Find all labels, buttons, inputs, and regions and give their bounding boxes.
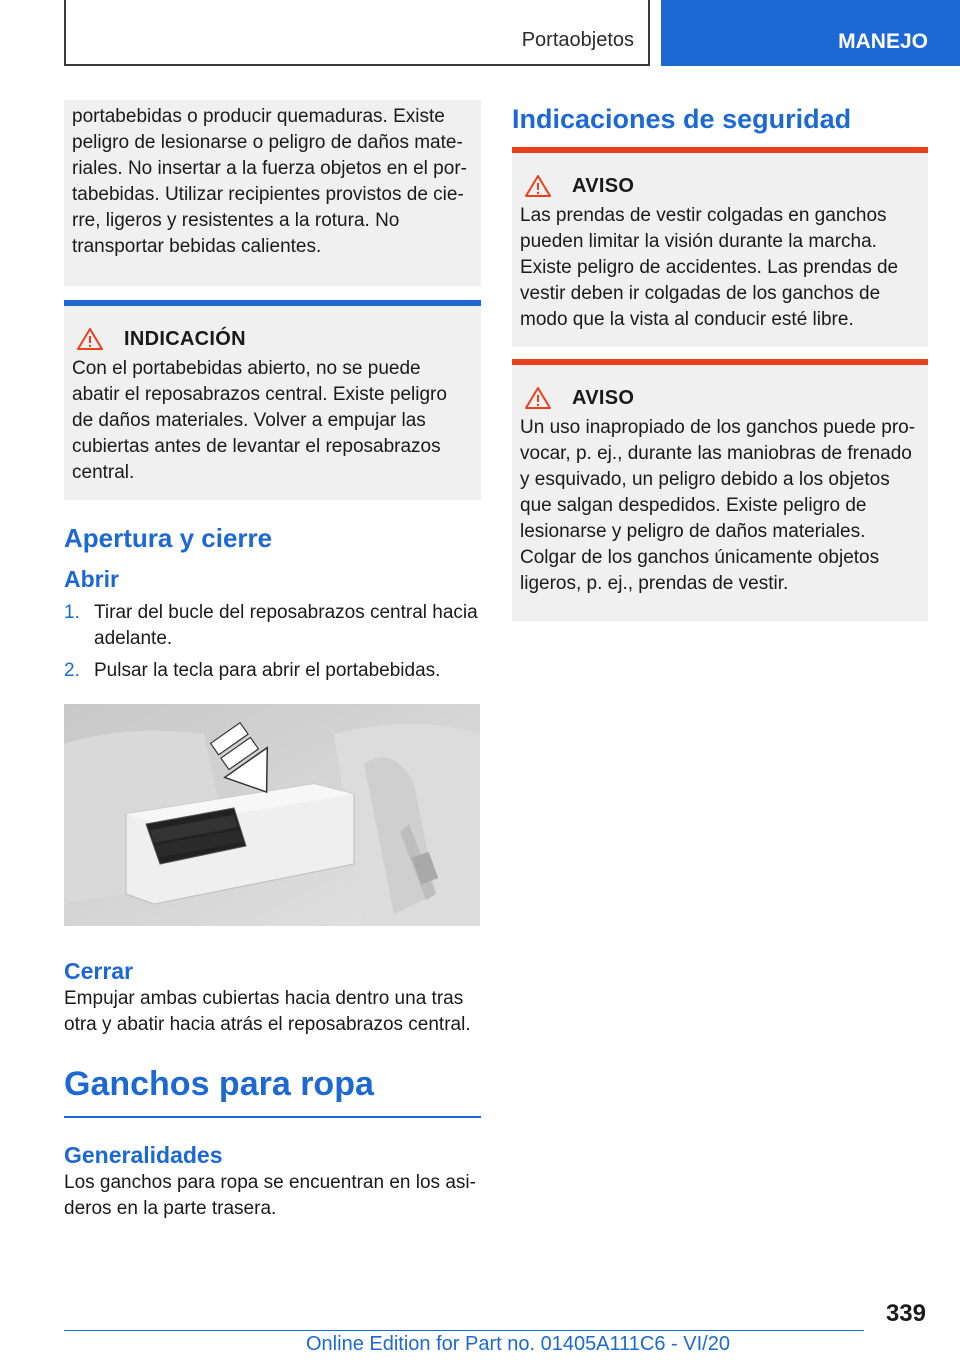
section-heading-seguridad: Indicaciones de seguridad xyxy=(512,104,852,134)
warning-header xyxy=(520,173,920,199)
section-heading-apertura: Apertura y cierre xyxy=(64,523,273,553)
step-number: 1. xyxy=(64,602,80,623)
warning-triangle-icon xyxy=(524,386,552,410)
left-column xyxy=(64,100,481,1222)
notice-header xyxy=(72,326,473,352)
header-chapter-title: MANEJO xyxy=(838,30,928,53)
page-number: 339 xyxy=(885,1300,926,1327)
steps-list xyxy=(64,600,481,684)
header-section-box xyxy=(64,0,650,66)
header-section-title: Portaobjetos xyxy=(521,29,634,51)
general-text: Los ganchos para ropa se encuentran en los asi-deros en la parte trasera. xyxy=(64,1172,476,1219)
chapter-heading-ganchos: Ganchos para ropa xyxy=(64,1065,374,1103)
step-text: Pulsar la tecla para abrir el portabebidas. xyxy=(94,660,441,681)
warning-box xyxy=(512,147,928,347)
footer-rule xyxy=(64,1330,864,1331)
warning-triangle-icon xyxy=(76,327,104,351)
step-text: Tirar del bucle del reposabrazos central hacia adelante. xyxy=(94,602,478,649)
armrest-figure xyxy=(64,704,480,926)
step-number: 2. xyxy=(64,660,80,681)
notice-label: INDICACIÓN xyxy=(124,328,246,350)
list-item xyxy=(64,658,481,684)
continued-warning-text: portabebidas o producir quemaduras. Existe peligro de lesionarse o peligro de daños mate-riales. No insertar a la fuerza objetos en el por-tabebidas. Utilizar recipientes provistos de cie-rre, ligeros y resistentes a la rotura. No transportar bebidas calientes. xyxy=(72,106,467,257)
warning-label: AVISO xyxy=(572,175,635,197)
right-column xyxy=(512,100,928,621)
warning-text: Las prendas de vestir colgadas en ganchos pueden limitar la visión durante la marcha. Existe peligro de accidentes. Las prendas de vestir deben ir colgadas de los ganchos de modo que la vista al conducir esté libre. xyxy=(520,205,899,330)
subheading-generalidades: Generalidades xyxy=(64,1142,223,1168)
warning-header xyxy=(520,385,920,411)
subheading-cerrar: Cerrar xyxy=(64,958,134,984)
notice-box xyxy=(64,300,481,500)
continued-warning-box xyxy=(64,100,481,286)
warning-triangle-icon xyxy=(524,174,552,198)
close-text: Empujar ambas cubiertas hacia dentro una tras otra y abatir hacia atrás el reposabrazos central. xyxy=(64,988,471,1035)
armrest-cupholder-illustration xyxy=(64,704,480,926)
footer-edition: Online Edition for Part no. 01405A111C6 - VI/20 xyxy=(306,1333,730,1355)
notice-text: Con el portabebidas abierto, no se puede abatir el reposabrazos central. Existe peligro de daños materiales. Volver a empujar las cubiertas antes de levantar el reposabrazos central. xyxy=(72,358,447,483)
warning-box xyxy=(512,359,928,621)
warning-label: AVISO xyxy=(572,387,635,409)
list-item xyxy=(64,600,481,652)
header-chapter-tab xyxy=(661,0,960,66)
warning-text: Un uso inapropiado de los ganchos puede pro-vocar, p. ej., durante las maniobras de frenado y esquivado, un peligro debido a los objetos que salgan despedidos. Existe peligro de lesionarse y peligro de daños materiales. Colgar de los ganchos únicamente objetos ligeros, p. ej., prendas de vestir. xyxy=(520,417,916,594)
subheading-abrir: Abrir xyxy=(64,566,119,592)
